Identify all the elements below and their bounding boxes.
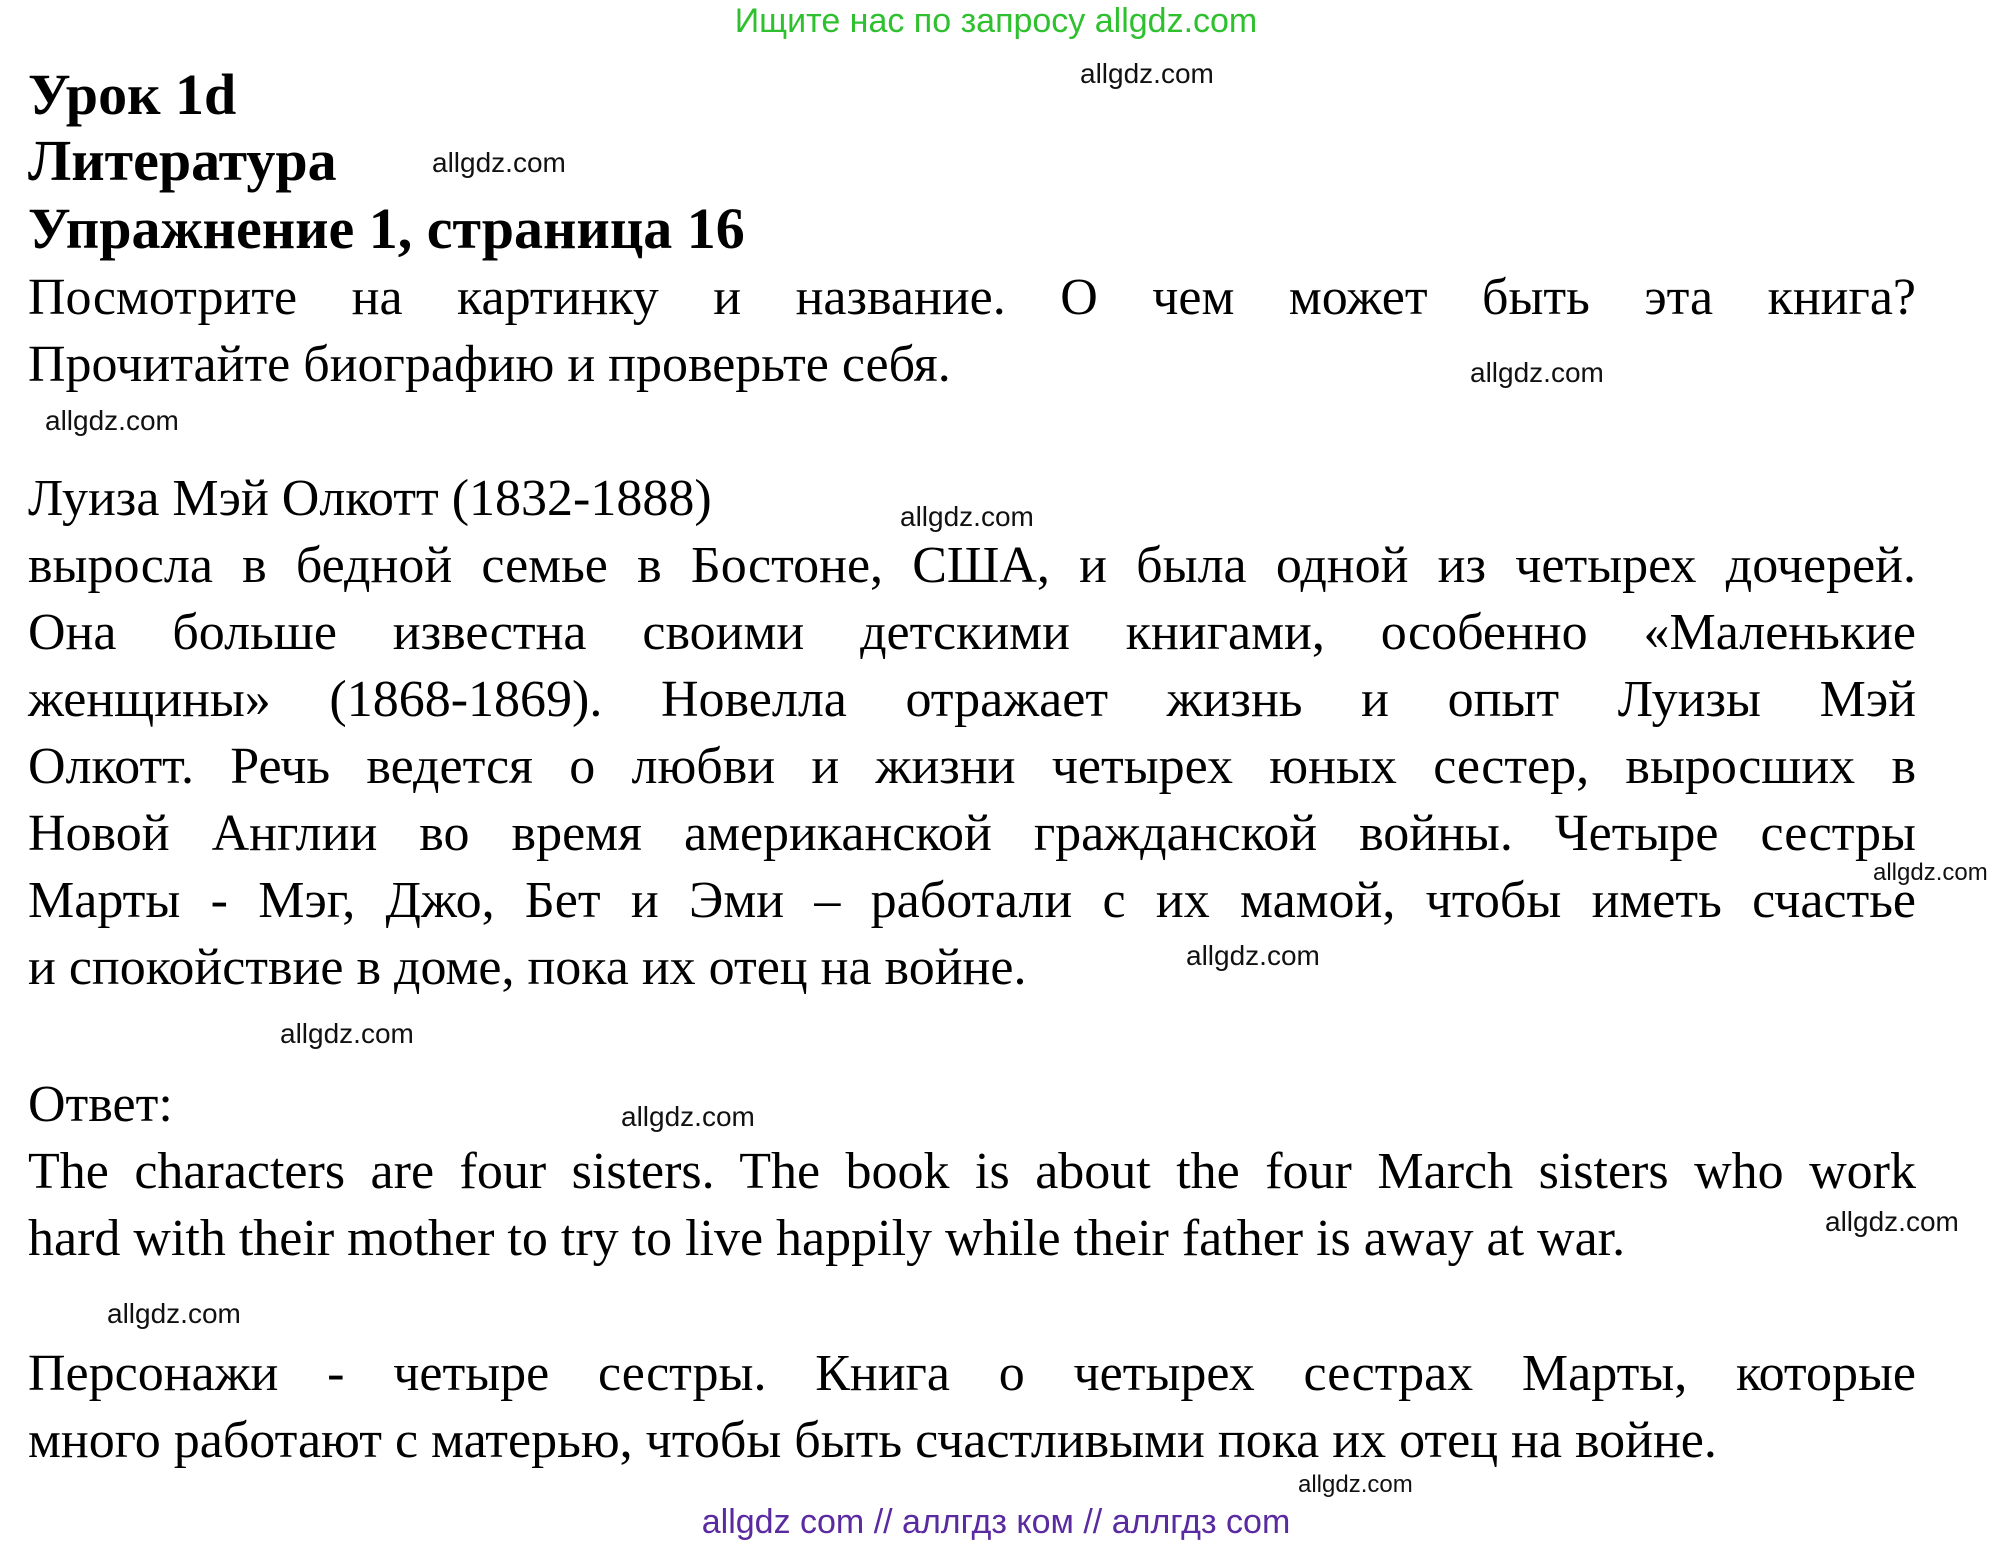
bio-line-1: выросла в бедной семье в Бостоне, США, и была одной из четырех дочерей. [28, 537, 1916, 594]
watermark: allgdz.com [1080, 58, 1214, 89]
answer-label: Ответ: [28, 1076, 173, 1133]
answer-en-line-2: hard with their mother to try to live happily while their father is away at war. [28, 1210, 1626, 1267]
watermark: allgdz.com [107, 1298, 241, 1329]
watermark: allgdz.com [280, 1018, 414, 1049]
watermark: allgdz.com [900, 501, 1034, 532]
answer-en-line-1: The characters are four sisters. The book is about the four March sisters who work [28, 1143, 1916, 1200]
answer-ru-line-2: много работают с матерью, чтобы быть счастливыми пока их отец на войне. [28, 1412, 1717, 1469]
lesson-title: Урок 1d [28, 62, 237, 127]
task-line-2: Прочитайте биографию и проверьте себя. [28, 336, 951, 393]
bio-line-6: Марты - Мэг, Джо, Бет и Эми – работали с их мамой, чтобы иметь счастье [28, 872, 1916, 929]
task-line-1: Посмотрите на картинку и название. О чем может быть эта книга? [28, 269, 1916, 326]
footer-links: allgdz com // аллгдз ком // аллгдз com [701, 1503, 1291, 1541]
bio-line-7: и спокойствие в доме, пока их отец на войне. [28, 939, 1027, 996]
top-banner: Ищите нас по запросу allgdz.com [734, 2, 1258, 40]
bio-line-3: женщины» (1868-1869). Новелла отражает жизнь и опыт Луизы Мэй [28, 671, 1916, 728]
watermark: allgdz.com [1825, 1206, 1959, 1237]
watermark: allgdz.com [45, 405, 179, 436]
watermark: allgdz.com [621, 1101, 755, 1132]
bio-line-5: Новой Англии во время американской гражданской войны. Четыре сестры [28, 805, 1916, 862]
author-heading: Луиза Мэй Олкотт (1832-1888) [28, 470, 712, 527]
watermark: allgdz.com [1873, 859, 1988, 886]
watermark: allgdz.com [1186, 940, 1320, 971]
watermark: allgdz.com [432, 147, 566, 178]
exercise-title: Упражнение 1, страница 16 [28, 196, 745, 261]
bio-line-2: Она больше известна своими детскими книгами, особенно «Маленькие [28, 604, 1916, 661]
watermark: allgdz.com [1470, 357, 1604, 388]
watermark: allgdz.com [1298, 1471, 1413, 1498]
subject-title: Литература [28, 128, 337, 193]
answer-ru-line-1: Персонажи - четыре сестры. Книга о четырех сестрах Марты, которые [28, 1345, 1916, 1402]
bio-line-4: Олкотт. Речь ведется о любви и жизни четырех юных сестер, выросших в [28, 738, 1916, 795]
